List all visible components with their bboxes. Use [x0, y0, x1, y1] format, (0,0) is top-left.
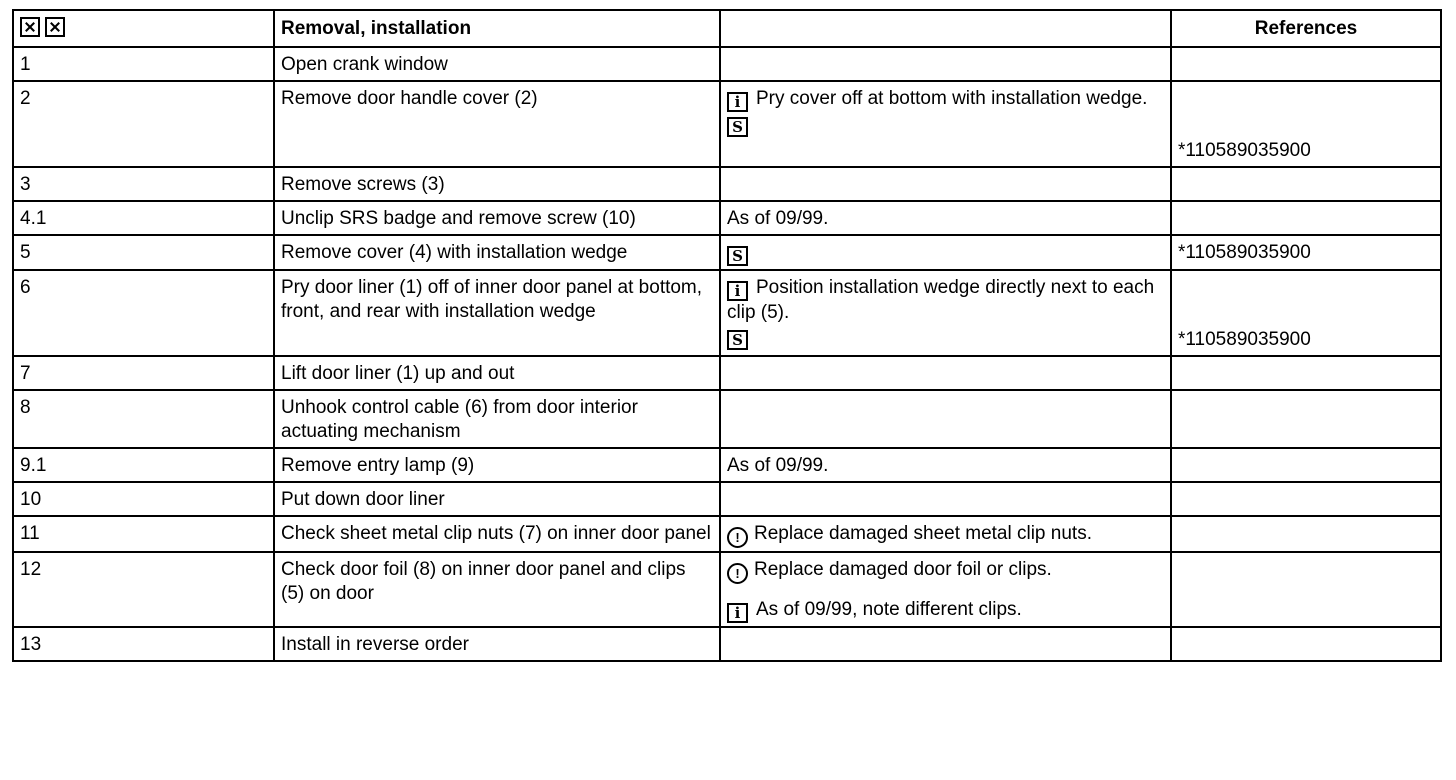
table-row: [13, 356, 1441, 390]
note-text: Position installation wedge directly next to each clip (5).: [727, 277, 1155, 323]
step-note: [720, 235, 1171, 270]
attention-icon: !: [727, 527, 748, 548]
step-reference: [1171, 482, 1441, 516]
step-action: Remove cover (4) with installation wedge: [274, 235, 720, 270]
step-note: [720, 482, 1171, 516]
step-number: 11: [13, 516, 274, 552]
step-action: Check door foil (8) on inner door panel and clips (5) on door: [274, 552, 720, 627]
step-number: 6: [13, 270, 274, 356]
note-text: Replace damaged sheet metal clip nuts.: [754, 523, 1092, 544]
table-row: [13, 516, 1441, 552]
step-number: 8: [13, 390, 274, 448]
table-row: [13, 47, 1441, 81]
note-text: Pry cover off at bottom with installation wedge.: [756, 88, 1148, 109]
step-number: 4.1: [13, 201, 274, 235]
expand-icon[interactable]: [20, 17, 40, 37]
step-action: Install in reverse order: [274, 627, 720, 661]
step-number: 10: [13, 482, 274, 516]
step-action: Pry door liner (1) off of inner door panel at bottom, front, and rear with installation wedge: [274, 270, 720, 356]
table-row: [13, 270, 1441, 356]
step-action: Remove door handle cover (2): [274, 81, 720, 167]
step-note: [720, 516, 1171, 552]
step-action: Open crank window: [274, 47, 720, 81]
table-row: [13, 235, 1441, 270]
header-icons-cell: [13, 10, 274, 47]
attention-icon: !: [727, 563, 748, 584]
step-number: 13: [13, 627, 274, 661]
step-reference: [1171, 448, 1441, 482]
step-reference: [1171, 356, 1441, 390]
step-note: [720, 47, 1171, 81]
step-reference: [1171, 47, 1441, 81]
note-text-secondary: As of 09/99, note different clips.: [756, 599, 1022, 620]
step-number: 5: [13, 235, 274, 270]
step-number: 1: [13, 47, 274, 81]
step-reference: [1171, 627, 1441, 661]
special-tool-icon: S: [727, 117, 748, 137]
header-references: References: [1171, 10, 1441, 47]
table-row: [13, 448, 1441, 482]
special-tool-icon: S: [727, 246, 748, 266]
step-action: Check sheet metal clip nuts (7) on inner door panel: [274, 516, 720, 552]
header-removal-installation: Removal, installation: [274, 10, 720, 47]
step-reference[interactable]: *110589035900: [1171, 270, 1441, 356]
table-row: [13, 81, 1441, 167]
table-row: [13, 552, 1441, 627]
step-number: 9.1: [13, 448, 274, 482]
step-number: 12: [13, 552, 274, 627]
step-reference: [1171, 390, 1441, 448]
table-row: [13, 167, 1441, 201]
table-header-row: [13, 10, 1441, 47]
step-note: [720, 356, 1171, 390]
step-action: Unhook control cable (6) from door interior actuating mechanism: [274, 390, 720, 448]
special-tool-icon: S: [727, 330, 748, 350]
procedure-table: [12, 9, 1442, 662]
step-action: Unclip SRS badge and remove screw (10): [274, 201, 720, 235]
step-action: Remove entry lamp (9): [274, 448, 720, 482]
step-action: Put down door liner: [274, 482, 720, 516]
step-note: [720, 81, 1171, 167]
step-number: 3: [13, 167, 274, 201]
table-row: [13, 390, 1441, 448]
collapse-icon[interactable]: [45, 17, 65, 37]
note-text: Replace damaged door foil or clips.: [754, 559, 1052, 580]
step-note: As of 09/99.: [720, 448, 1171, 482]
step-note: [720, 270, 1171, 356]
step-reference: [1171, 167, 1441, 201]
step-reference[interactable]: *110589035900: [1171, 81, 1441, 167]
table-row: [13, 627, 1441, 661]
step-note: [720, 167, 1171, 201]
step-note: [720, 552, 1171, 627]
step-action: Lift door liner (1) up and out: [274, 356, 720, 390]
step-reference: [1171, 552, 1441, 627]
info-icon: i: [727, 603, 748, 623]
step-reference: [1171, 516, 1441, 552]
step-note: [720, 627, 1171, 661]
step-reference[interactable]: *110589035900: [1171, 235, 1441, 270]
info-icon: i: [727, 92, 748, 112]
step-number: 2: [13, 81, 274, 167]
step-note: As of 09/99.: [720, 201, 1171, 235]
info-icon: i: [727, 281, 748, 301]
header-notes: [720, 10, 1171, 47]
table-row: [13, 201, 1441, 235]
step-note: [720, 390, 1171, 448]
step-reference: [1171, 201, 1441, 235]
step-action: Remove screws (3): [274, 167, 720, 201]
table-row: [13, 482, 1441, 516]
step-number: 7: [13, 356, 274, 390]
